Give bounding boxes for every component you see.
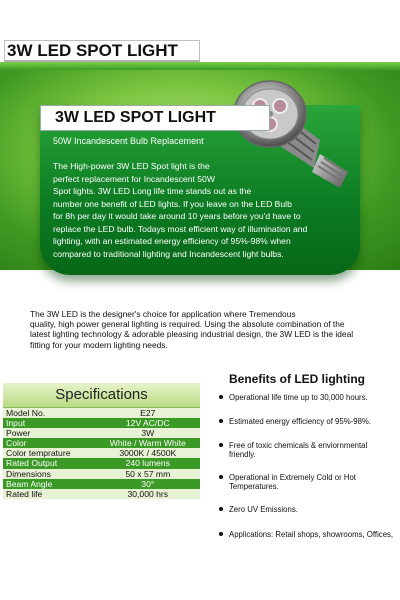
header-stripe	[0, 62, 400, 70]
benefit-text: friendly.	[229, 450, 256, 460]
spec-row	[3, 438, 200, 448]
bullet-dot-icon	[219, 475, 223, 479]
benefit-text: Estimated energy efficiency of 95%-98%.	[229, 417, 372, 427]
banner-subtitle: 50W Incandescent Bulb Replacement	[53, 136, 204, 146]
intro-paragraph	[30, 309, 375, 350]
banner-text-line: replace the LED bulb. Todays most efficient way of illumination and	[53, 223, 308, 234]
bullet-dot-icon	[219, 419, 223, 423]
spec-value: 240 lumens	[96, 458, 200, 468]
spec-value: 30,000 hrs	[96, 489, 200, 499]
banner-text-line: for 8h per day it would take around 10 years before you'd have to	[53, 211, 301, 221]
benefit-text: Temperatures.	[229, 482, 279, 492]
spec-label: Dimensions	[3, 469, 96, 479]
spec-value: 12V AC/DC	[96, 418, 200, 428]
bullet-dot-icon	[219, 532, 223, 536]
specifications-heading: Specifications	[3, 383, 200, 409]
spec-value: 30°	[96, 479, 200, 489]
spec-label: Model No.	[3, 408, 96, 418]
banner-text-line: Spot lights. 3W LED Long life time stands out as the	[53, 186, 252, 196]
specifications-table	[3, 408, 200, 499]
bullet-dot-icon	[219, 507, 223, 511]
banner-title: 3W LED SPOT LIGHT	[40, 105, 270, 131]
spec-value: 3W	[96, 428, 200, 438]
intro-text-line: fitting for your modern lighting needs.	[30, 339, 168, 350]
intro-text-line: The 3W LED is the designer's choice for application where Tremendous	[30, 309, 296, 319]
spec-label: Input	[3, 418, 96, 428]
spec-row	[3, 448, 200, 458]
banner-text-line: lighting, with an estimated energy efficiency of 95%-98% when	[53, 236, 291, 246]
spec-label: Beam Angle	[3, 479, 96, 489]
spec-row	[3, 458, 200, 468]
spec-label: Rated Output	[3, 458, 96, 468]
spec-value: E27	[96, 408, 200, 418]
spec-value: 50 x 57 mm	[96, 469, 200, 479]
spec-value: White / Warm White	[96, 438, 200, 448]
benefit-text: Free of toxic chemicals & enviornmental	[229, 440, 368, 450]
benefit-text: Operational life time up to 30,000 hours.	[229, 393, 368, 402]
benefit-item	[219, 393, 397, 402]
benefit-item	[219, 530, 397, 539]
spec-label: Power	[3, 428, 96, 438]
page-title: 3W LED SPOT LIGHT	[4, 40, 200, 62]
banner-text-line: The High-power 3W LED Spot light is the	[53, 161, 210, 171]
benefit-item	[219, 505, 397, 514]
banner-text-line: perfect replacement for Incandescent 50W	[53, 173, 215, 184]
benefit-text: Operational in Extremely Cold or Hot	[229, 472, 356, 482]
benefit-item	[219, 441, 397, 460]
benefit-text: Zero UV Emissions.	[229, 505, 298, 515]
spec-label: Color	[3, 438, 96, 448]
spec-row	[3, 408, 200, 418]
intro-text-line: quality, high power general lighting is required. Using the absolute combination of the	[30, 319, 345, 330]
spec-row	[3, 418, 200, 428]
benefits-title: Benefits of LED lighting	[229, 372, 365, 386]
benefit-item	[219, 417, 397, 426]
benefit-item	[219, 473, 397, 492]
spec-row	[3, 479, 200, 489]
spec-label: Rated life	[3, 489, 96, 499]
intro-text-line: latest lighting technology & adorable pleasing industrial design, the 3W LED is the ideal	[30, 329, 354, 340]
spec-label: Color temprature	[3, 448, 96, 458]
bullet-dot-icon	[219, 395, 223, 399]
benefits-list	[219, 393, 397, 539]
banner-text-line: number one benefit of LED lights. If you leave on the LED Bulb	[53, 198, 292, 209]
bullet-dot-icon	[219, 443, 223, 447]
spec-row	[3, 469, 200, 479]
spec-value: 3000K / 4500K	[96, 448, 200, 458]
benefit-text: Applications: Retail shops, showrooms, Offices,	[229, 529, 394, 539]
banner-description	[53, 160, 358, 260]
spec-row	[3, 428, 200, 438]
banner-text-line: compared to traditional lighting and Incandescent light bulbs.	[53, 248, 284, 259]
spec-row	[3, 489, 200, 499]
